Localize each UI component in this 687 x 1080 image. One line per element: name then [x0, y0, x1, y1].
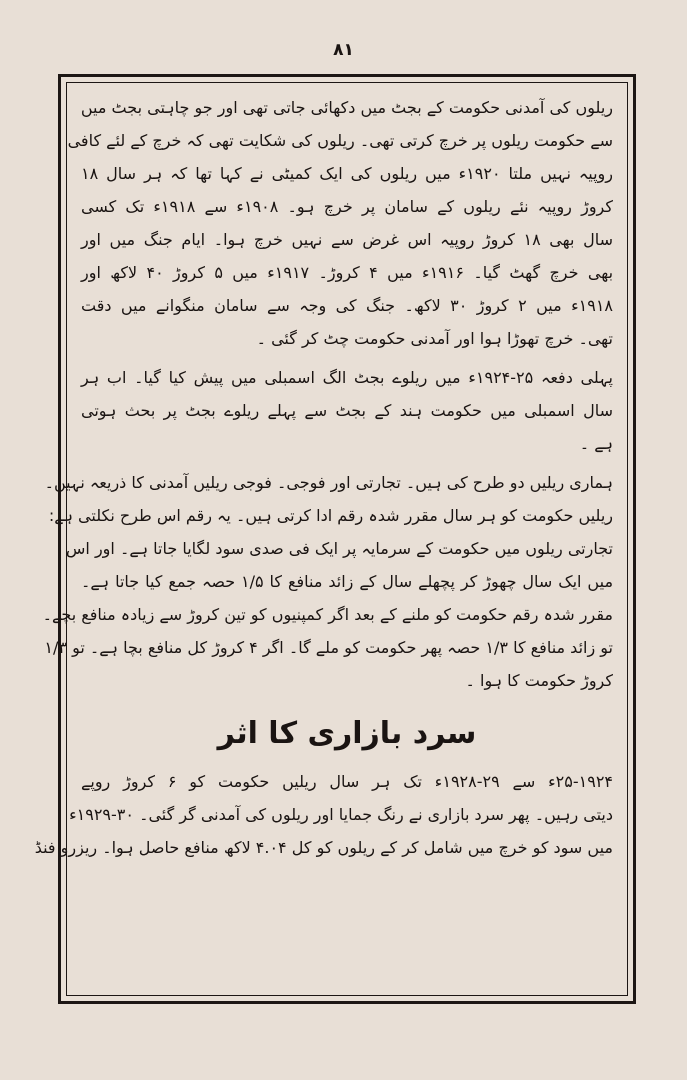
paragraph-railway-types: [42, 466, 614, 697]
text-line: دیتی رہیں۔ پھر سرد بازاری نے رنگ جمایا اور ریلوں کی آمدنی گر گئی۔ ۳۰-۱۹۲۹ء: [69, 805, 613, 824]
text-line: سے حکومت ریلوں پر خرچ کرتی تھی۔ ریلوں کی شکایت تھی کہ خرچ کے لئے کافی: [67, 131, 613, 150]
text-line: تجارتی ریلوں میں حکومت کے سرمایہ پر ایک فی صدی سود لگایا جاتا ہے۔ اور اس: [65, 539, 613, 558]
text-line: کروڑ حکومت کا ہوا ۔: [465, 671, 613, 690]
section-heading: سرد بازاری کا اثر: [217, 716, 477, 751]
page-number: ٨١: [333, 40, 354, 60]
text-line: ۱۹۱۸ء میں ۲ کروڑ ۳۰ لاکھ۔ جنگ کی وجہ سے سامان منگوانے میں دقت: [81, 296, 613, 315]
text-line: کروڑ روپیہ نئے ریلوں کے سامان پر خرچ ہو۔ ۱۹۰۸ء سے ۱۹۱۸ء تک کسی: [81, 197, 613, 216]
page-border: [34, 74, 636, 1004]
paragraph-railway-income: [67, 91, 614, 355]
text-line: ریلیں حکومت کو ہر سال مقرر شدہ رقم ادا کرتی ہیں۔ یہ رقم اس طرح نکلتی ہے:: [48, 506, 613, 525]
text-line: میں سود کو خرچ میں شامل کر کے ریلوں کو کل ۴.۰۴ لاکھ منافع حاصل ہوا۔ ریزرو فنڈ: [34, 838, 613, 857]
text-line: بھی خرچ گھٹ گیا۔ ۱۹۱۶ء میں ۴ کروڑ۔ ۱۹۱۷ء میں ۵ کروڑ ۴۰ لاکھ اور: [81, 263, 614, 282]
text-line: سال اسمبلی میں حکومت ہند کے بجٹ سے پہلے ریلوے بجٹ پر بحث ہوتی: [81, 401, 613, 420]
text-line: ہے ۔: [579, 434, 613, 453]
text-line: روپیہ نہیں ملتا ۱۹۲۰ء میں ریلوں کی ایک کمیٹی نے کہا تھا کہ ہر سال ۱۸: [81, 164, 614, 183]
page-body: [34, 91, 614, 991]
text-line: ہماری ریلیں دو طرح کی ہیں۔ تجارتی اور فوجی۔ فوجی ریلیں آمدنی کا ذریعہ نہیں۔: [44, 473, 613, 492]
text-line: ۲۵-۱۹۲۴ء سے ۲۹-۱۹۲۸ء تک ہر سال ریلیں حکومت کو ۶ کروڑ روپے: [81, 772, 614, 791]
paragraph-depression-effect: [34, 765, 614, 864]
text-line: سال بھی ۱۸ کروڑ روپیہ اس غرض سے نہیں خرچ ہوا۔ ایام جنگ میں اور: [81, 230, 613, 249]
paragraph-separate-budget: [81, 361, 613, 460]
text-line: تو زائد منافع کا ۱/۳ حصہ پھر حکومت کو ملے گا۔ اگر ۴ کروڑ کل منافع بچا ہے۔ تو ۱/۳: [44, 638, 613, 657]
text-line: مقرر شدہ رقم حکومت کو ملنے کے بعد اگر کمپنیوں کو تین کروڑ سے زیادہ منافع بچے۔: [42, 605, 613, 624]
text-line: تھی۔ خرچ تھوڑا ہوا اور آمدنی حکومت چٹ کر گئی ۔: [256, 329, 613, 348]
text-line: میں ایک سال چھوڑ کر پچھلے سال کے زائد منافع کا ۱/۵ حصہ جمع کیا جاتا ہے۔: [81, 572, 614, 591]
text-line: پہلی دفعہ ۲۵-۱۹۲۴ء میں ریلوے بجٹ الگ اسمبلی میں پیش کیا گیا۔ اب ہر: [81, 368, 614, 387]
text-line: ریلوں کی آمدنی حکومت کے بجٹ میں دکھائی جاتی تھی اور جو چاہتی بجٹ میں: [80, 98, 613, 117]
